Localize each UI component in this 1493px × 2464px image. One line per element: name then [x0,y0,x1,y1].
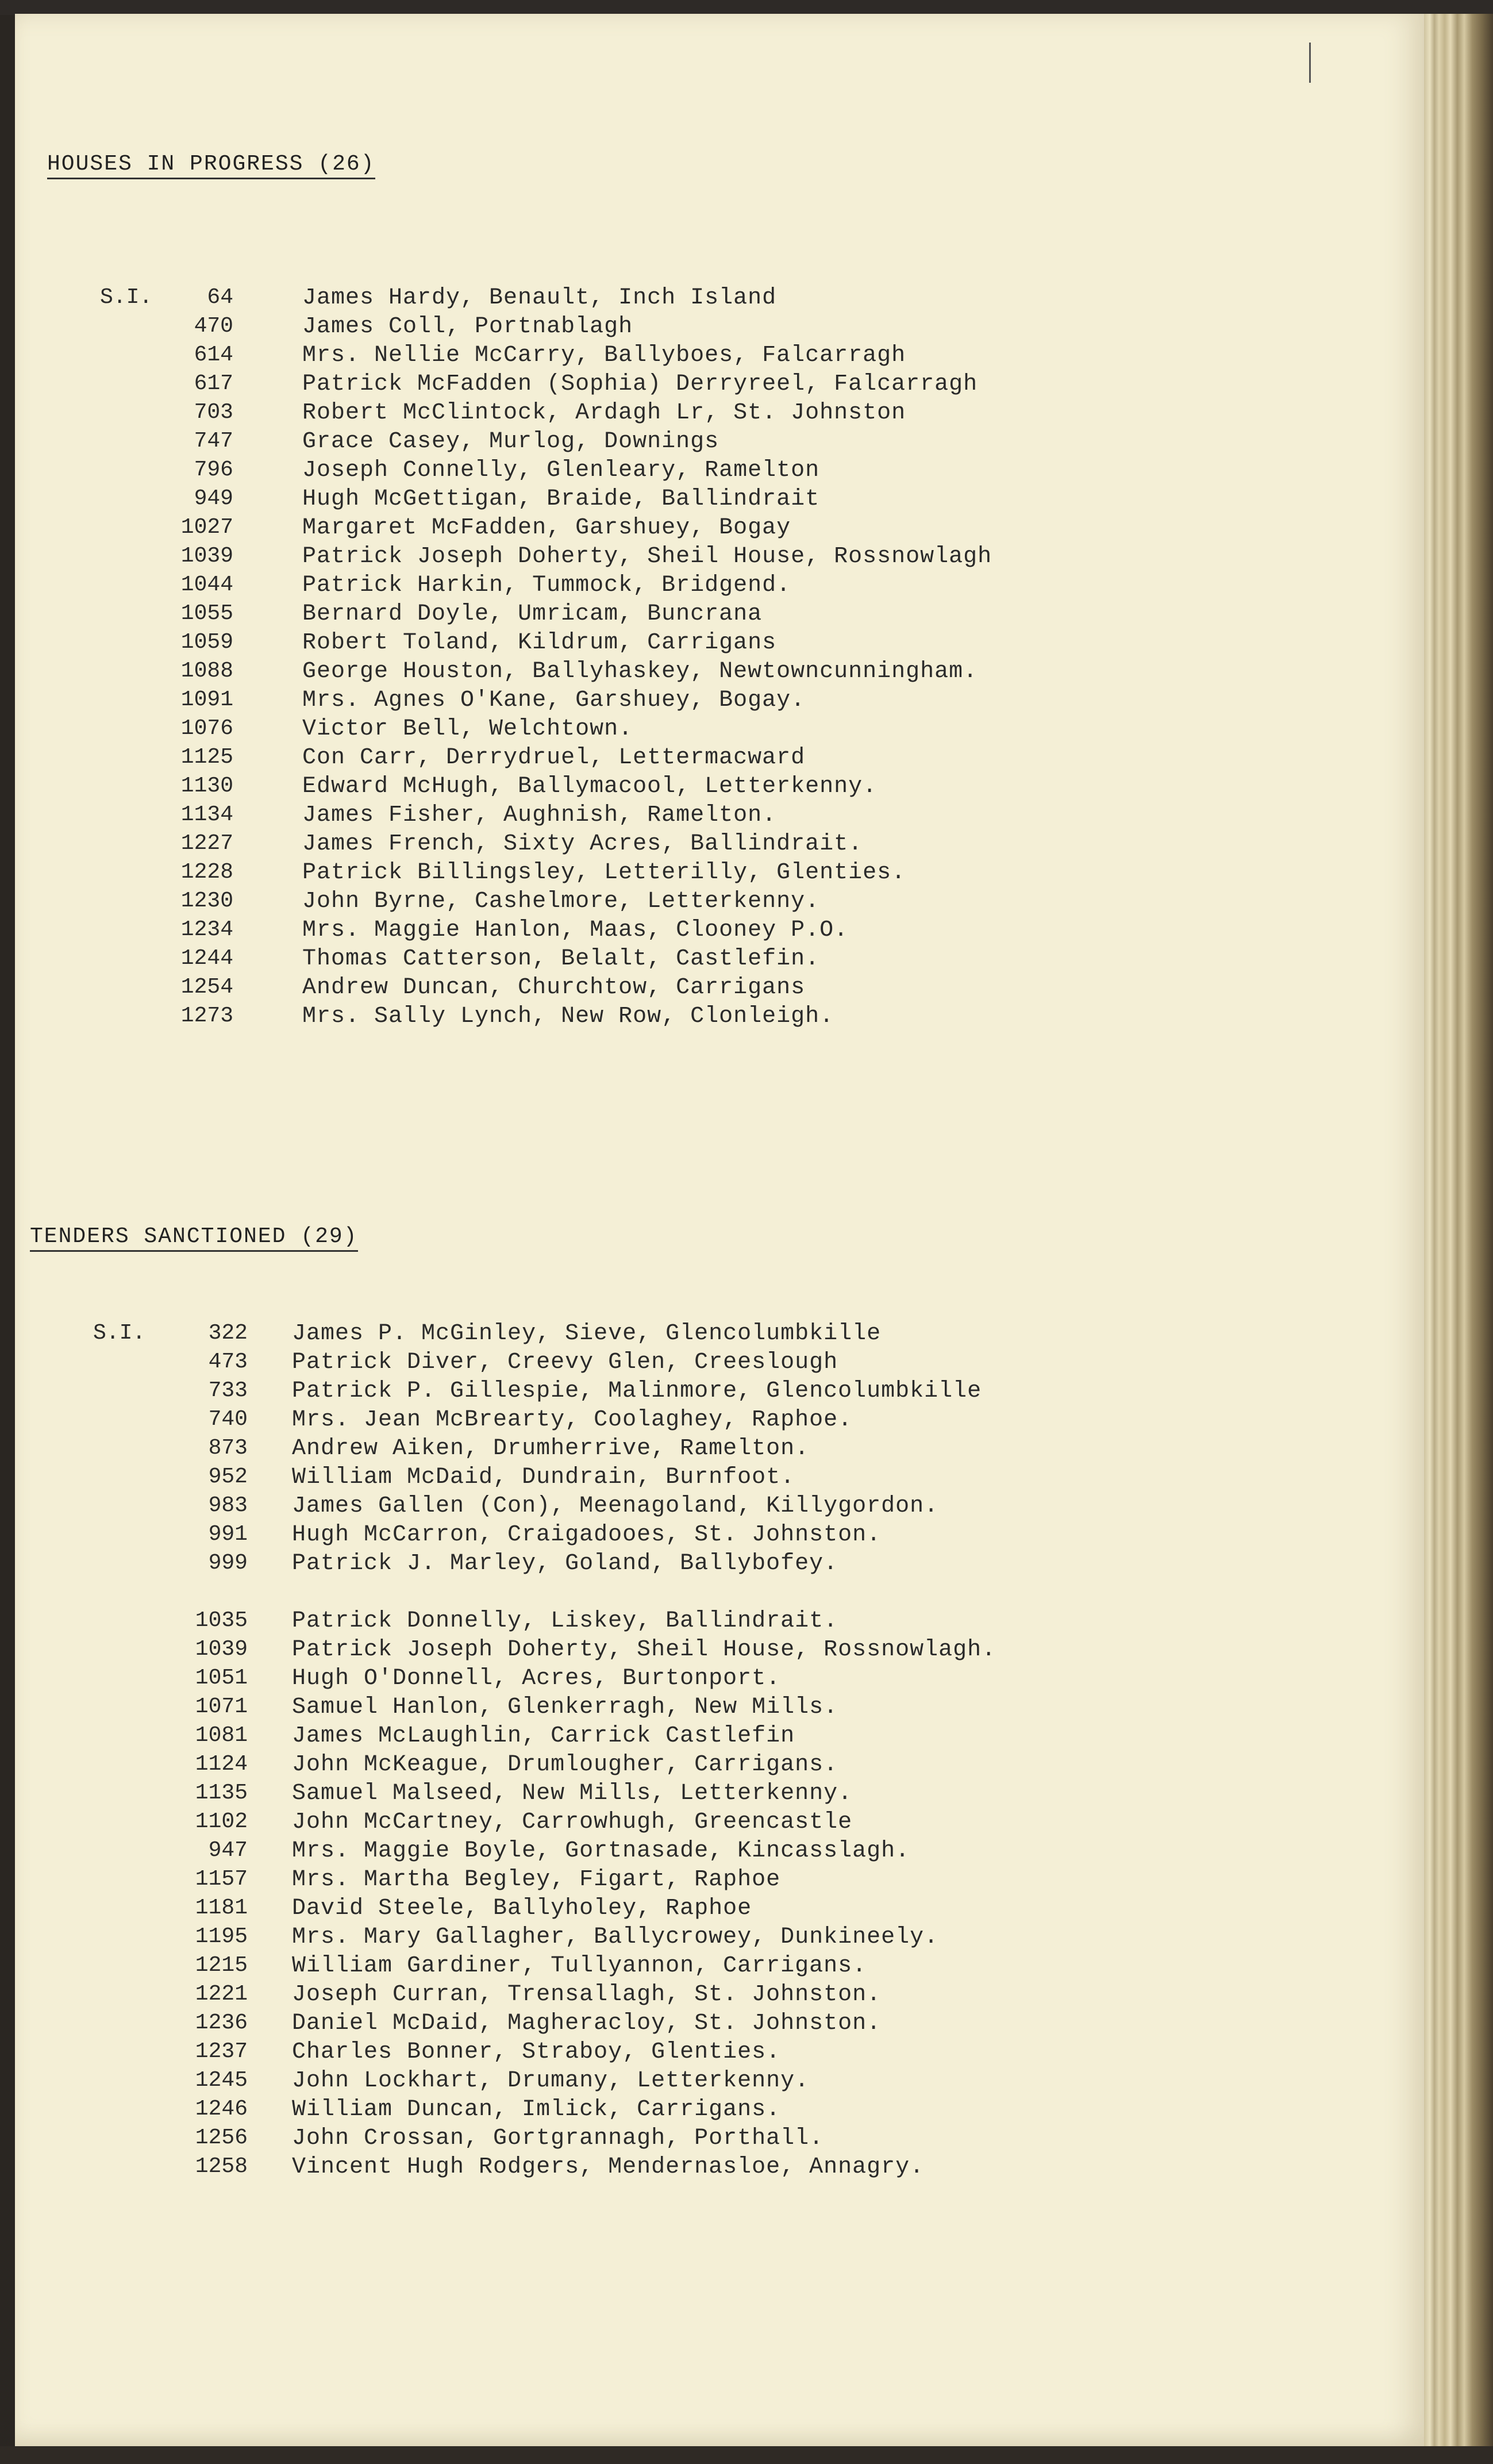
entry-number: 733 [208,1378,248,1403]
entry-text: James Fisher, Aughnish, Ramelton. [302,802,777,828]
entry-number: 1135 [195,1781,248,1805]
entry-number: 1227 [180,831,233,856]
entry-text: John Byrne, Cashelmore, Letterkenny. [302,889,820,914]
entry-number: 1234 [180,917,233,942]
top-shadow [0,0,1493,15]
entry-number: 703 [194,400,233,425]
entry-text: Mrs. Mary Gallagher, Ballycrowey, Dunkineely. [292,1924,939,1950]
entry-number: 1237 [195,2039,248,2064]
entry-number: 1195 [195,1924,248,1949]
entry-text: Bernard Doyle, Umricam, Buncrana [302,601,763,627]
entry-text: Victor Bell, Welchtown. [302,716,633,742]
entry-number: 1273 [180,1004,233,1028]
si-label: S.I. [93,1321,146,1346]
entry-text: John McKeague, Drumlougher, Carrigans. [292,1752,838,1778]
entry-number: 1246 [195,2097,248,2121]
entry-text: Hugh O'Donnell, Acres, Burtonport. [292,1666,781,1692]
entry-number: 1051 [195,1666,248,1690]
entry-text: Patrick P. Gillespie, Malinmore, Glencolumbkille [292,1378,982,1404]
entry-text: Mrs. Sally Lynch, New Row, Clonleigh. [302,1004,834,1029]
entry-text: William Gardiner, Tullyannon, Carrigans. [292,1953,867,1979]
entry-text: James P. McGinley, Sieve, Glencolumbkille [292,1321,882,1347]
entry-text: Patrick Diver, Creevy Glen, Creeslough [292,1350,838,1375]
entry-number: 1125 [180,745,233,770]
entry-number: 1124 [195,1752,248,1777]
entry-text: James McLaughlin, Carrick Castlefin [292,1723,795,1749]
entry-text: Margaret McFadden, Garshuey, Bogay [302,515,791,541]
entry-text: Vincent Hugh Rodgers, Mendernasloe, Annagry. [292,2154,925,2180]
entry-number: 796 [194,458,233,482]
entry-text: Mrs. Martha Begley, Figart, Raphoe [292,1867,781,1893]
entry-text: Mrs. Agnes O'Kane, Garshuey, Bogay. [302,687,806,713]
margin-mark [1309,43,1311,83]
entry-number: 1076 [180,716,233,741]
entry-number: 614 [194,343,233,367]
entry-text: Patrick Joseph Doherty, Sheil House, Rossnowlagh. [292,1637,996,1663]
entry-text: James Gallen (Con), Meenagoland, Killygordon. [292,1493,939,1519]
entry-text: John Lockhart, Drumany, Letterkenny. [292,2068,810,2094]
entry-text: Samuel Malseed, New Mills, Letterkenny. [292,1781,853,1806]
entry-number: 473 [208,1350,248,1374]
entry-text: Mrs. Nellie McCarry, Ballyboes, Falcarragh [302,343,906,368]
entry-number: 1059 [180,630,233,655]
entry-text: Edward McHugh, Ballymacool, Letterkenny. [302,774,878,799]
entry-number: 747 [194,429,233,453]
entry-number: 1055 [180,601,233,626]
entry-number: 740 [208,1407,248,1432]
entry-text: Patrick Joseph Doherty, Sheil House, Rossnowlagh [302,544,992,570]
entry-text: James Coll, Portnablagh [302,314,633,340]
entry-text: William McDaid, Dundrain, Burnfoot. [292,1464,795,1490]
si-label: S.I. [100,285,153,310]
section-heading: TENDERS SANCTIONED (29) [30,1224,358,1252]
entry-number: 1221 [195,1982,248,2006]
entry-text: Patrick Harkin, Tummock, Bridgend. [302,572,791,598]
entry-number: 1245 [195,2068,248,2093]
entry-number: 1181 [195,1896,248,1920]
entry-number: 1044 [180,572,233,597]
entry-number: 1039 [195,1637,248,1662]
entry-number: 1244 [180,946,233,971]
entry-number: 470 [194,314,233,339]
entry-text: Joseph Connelly, Glenleary, Ramelton [302,458,820,483]
entry-text: Patrick McFadden (Sophia) Derryreel, Falcarragh [302,371,978,397]
entry-text: George Houston, Ballyhaskey, Newtowncunningham. [302,659,978,685]
entry-number: 947 [208,1838,248,1863]
book-page-edges [1424,14,1493,2446]
entry-number: 1258 [195,2154,248,2179]
entry-number: 1236 [195,2011,248,2035]
bottom-shadow [0,2446,1493,2464]
entry-number: 873 [208,1436,248,1460]
entry-number: 1130 [180,774,233,798]
entry-text: Mrs. Maggie Hanlon, Maas, Clooney P.O. [302,917,849,943]
entry-text: Hugh McGettigan, Braide, Ballindrait [302,486,820,512]
entry-text: Robert McClintock, Ardagh Lr, St. Johnston [302,400,906,426]
entry-text: Patrick Billingsley, Letterilly, Glenties. [302,860,906,886]
entry-text: Robert Toland, Kildrum, Carrigans [302,630,777,656]
entry-text: John McCartney, Carrowhugh, Greencastle [292,1809,853,1835]
entry-number: 1215 [195,1953,248,1978]
entry-text: William Duncan, Imlick, Carrigans. [292,2097,781,2123]
entry-number: 1228 [180,860,233,885]
entry-number: 999 [208,1551,248,1575]
entry-number: 64 [207,285,233,310]
entry-text: Charles Bonner, Straboy, Glenties. [292,2039,781,2065]
entry-text: John Crossan, Gortgrannagh, Porthall. [292,2125,824,2151]
entry-text: James French, Sixty Acres, Ballindrait. [302,831,863,857]
entry-text: James Hardy, Benault, Inch Island [302,285,777,311]
entry-number: 1039 [180,544,233,568]
entry-text: Hugh McCarron, Craigadooes, St. Johnston. [292,1522,882,1548]
entry-text: Thomas Catterson, Belalt, Castlefin. [302,946,820,972]
entry-text: Daniel McDaid, Magheracloy, St. Johnston. [292,2011,882,2036]
entry-number: 1254 [180,975,233,1000]
entry-number: 1081 [195,1723,248,1748]
entry-number: 1102 [195,1809,248,1834]
entry-number: 983 [208,1493,248,1518]
entry-text: David Steele, Ballyholey, Raphoe [292,1896,752,1921]
entry-text: Andrew Aiken, Drumherrive, Ramelton. [292,1436,810,1462]
entry-number: 1091 [180,687,233,712]
entry-number: 617 [194,371,233,396]
entry-text: Patrick J. Marley, Goland, Ballybofey. [292,1551,838,1577]
entry-text: Patrick Donnelly, Liskey, Ballindrait. [292,1608,838,1634]
entry-text: Joseph Curran, Trensallagh, St. Johnston. [292,1982,882,2008]
entry-text: Con Carr, Derrydruel, Lettermacward [302,745,806,771]
entry-number: 991 [208,1522,248,1547]
entry-text: Andrew Duncan, Churchtow, Carrigans [302,975,806,1001]
entry-text: Grace Casey, Murlog, Downings [302,429,719,455]
document-page [15,14,1424,2446]
entry-text: Samuel Hanlon, Glenkerragh, New Mills. [292,1694,838,1720]
entry-number: 1157 [195,1867,248,1892]
entry-number: 1134 [180,802,233,827]
entry-text: Mrs. Jean McBrearty, Coolaghey, Raphoe. [292,1407,853,1433]
section-heading: HOUSES IN PROGRESS (26) [47,152,375,179]
entry-text: Mrs. Maggie Boyle, Gortnasade, Kincasslagh. [292,1838,910,1864]
entry-number: 949 [194,486,233,511]
entry-number: 1071 [195,1694,248,1719]
entry-number: 1035 [195,1608,248,1633]
entry-number: 952 [208,1464,248,1489]
entry-number: 322 [208,1321,248,1346]
entry-number: 1027 [180,515,233,540]
entry-number: 1256 [195,2125,248,2150]
entry-number: 1088 [180,659,233,683]
entry-number: 1230 [180,889,233,913]
